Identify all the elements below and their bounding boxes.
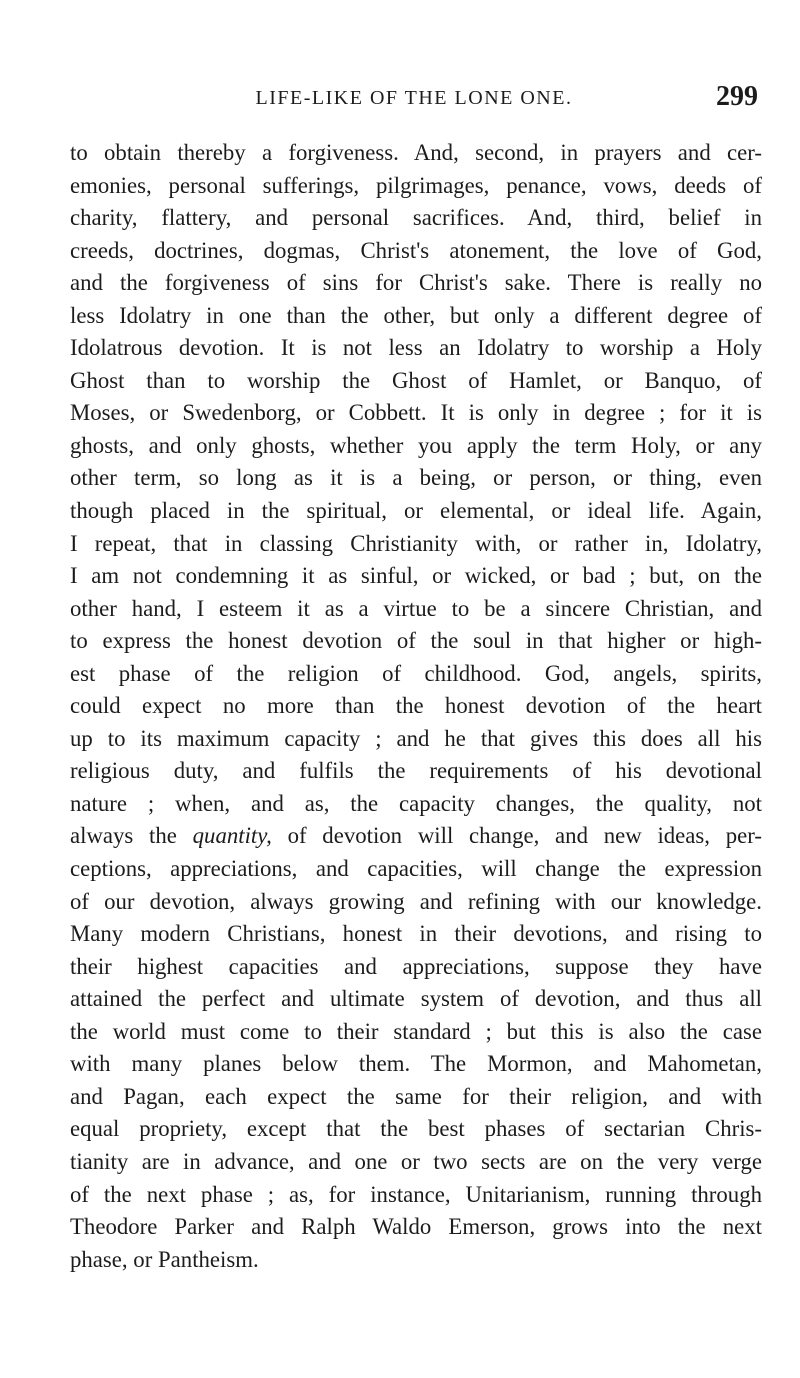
text-line — [70, 788, 762, 821]
text-segment: and Pagan, each expect the same for their religion, and with — [70, 1083, 762, 1109]
text-segment: other hand, I esteem it as a virtue to be a sincere Christian, and — [70, 595, 762, 621]
text-line — [70, 1048, 762, 1081]
text-segment: Ghost than to worship the Ghost of Hamlet, or Banquo, of — [70, 367, 762, 393]
text-segment: though placed in the spiritual, or elemental, or ideal life. Again, — [70, 498, 762, 524]
text-segment: religious duty, and fulfils the requirements of his devotional — [70, 758, 762, 784]
text-segment: equal propriety, except that the best phases of sectarian Chris- — [70, 1116, 762, 1142]
text-segment: could expect no more than the honest devotion of the heart — [70, 693, 762, 719]
text-segment: tianity are in advance, and one or two sects are on the very verge — [70, 1148, 762, 1174]
text-segment: charity, flattery, and personal sacrifices. And, third, belief in — [70, 205, 762, 231]
text-segment: the world must come to their standard ; but this is also the case — [70, 1018, 762, 1044]
text-line — [70, 625, 762, 658]
text-line — [70, 690, 762, 723]
text-line — [70, 1113, 762, 1146]
text-line — [70, 365, 762, 398]
text-line — [70, 528, 762, 561]
text-line — [70, 495, 762, 528]
text-segment: ceptions, appreciations, and capacities, will change the expression — [70, 856, 762, 882]
text-line — [70, 658, 762, 691]
text-line — [70, 1211, 762, 1244]
text-segment: est phase of the religion of childhood. God, angels, spirits, — [70, 660, 762, 686]
text-line — [70, 1016, 762, 1049]
text-line — [70, 1244, 762, 1277]
text-line — [70, 820, 762, 853]
text-line — [70, 918, 762, 951]
text-segment: Many modern Christians, honest in their devotions, and rising to — [70, 921, 762, 947]
text-segment: I repeat, that in classing Christianity with, or rather in, Idolatry, — [70, 530, 762, 556]
text-segment: other term, so long as it is a being, or person, or thing, even — [70, 465, 762, 491]
text-segment: ghosts, and only ghosts, whether you apply the term Holy, or any — [70, 432, 762, 458]
text-segment: Idolatrous devotion. It is not less an Idolatry to worship a Holy — [70, 335, 762, 361]
text-line — [70, 235, 762, 268]
text-line — [70, 593, 762, 626]
text-segment: and the forgiveness of sins for Christ's sake. There is really no — [70, 270, 762, 296]
text-line — [70, 723, 762, 756]
text-line — [70, 886, 762, 919]
text-segment: of devotion will change, and new ideas, per- — [271, 823, 762, 849]
text-line — [70, 1081, 762, 1114]
text-line — [70, 397, 762, 430]
text-line — [70, 332, 762, 365]
text-line — [70, 430, 762, 463]
text-line — [70, 202, 762, 235]
text-line — [70, 853, 762, 886]
text-segment: to obtain thereby a forgiveness. And, second, in prayers and cer- — [70, 140, 762, 165]
italic-text: quantity, — [192, 823, 272, 849]
text-segment: always the — [70, 823, 193, 849]
text-line — [70, 300, 762, 333]
text-segment: up to its maximum capacity ; and he that gives this does all his — [70, 725, 762, 751]
text-segment: creeds, doctrines, dogmas, Christ's atonement, the love of God, — [70, 237, 762, 263]
text-segment: nature ; when, and as, the capacity changes, the quality, not — [70, 790, 762, 816]
text-line — [70, 951, 762, 984]
text-segment: of the next phase ; as, for instance, Unitarianism, running through — [70, 1181, 762, 1207]
text-segment: to express the honest devotion of the soul in that higher or high- — [70, 628, 762, 654]
text-line — [70, 137, 762, 170]
page-number: 299 — [716, 81, 758, 112]
body-text — [70, 137, 762, 1276]
text-line — [70, 755, 762, 788]
text-segment: Theodore Parker and Ralph Waldo Emerson, grows into the next — [70, 1214, 762, 1240]
text-segment: their highest capacities and appreciations, suppose they have — [70, 953, 762, 979]
text-line — [70, 1179, 762, 1212]
text-line — [70, 560, 762, 593]
text-segment: attained the perfect and ultimate system of devotion, and thus all — [70, 986, 762, 1012]
text-segment: I am not condemning it as sinful, or wicked, or bad ; but, on the — [70, 563, 762, 589]
text-segment: with many planes below them. The Mormon, and Mahometan, — [70, 1051, 762, 1077]
text-segment: Moses, or Swedenborg, or Cobbett. It is only in degree ; for it is — [70, 400, 762, 426]
text-line — [70, 267, 762, 300]
text-segment: emonies, personal sufferings, pilgrimages, penance, vows, deeds of — [70, 172, 762, 198]
running-title: LIFE-LIKE OF THE LONE ONE. — [255, 87, 573, 109]
text-line — [70, 983, 762, 1016]
text-line — [70, 1146, 762, 1179]
text-segment: of our devotion, always growing and refining with our knowledge. — [70, 888, 762, 914]
text-line — [70, 170, 762, 203]
text-line — [70, 462, 762, 495]
text-segment: less Idolatry in one than the other, but only a different degree of — [70, 302, 762, 328]
running-head — [70, 83, 758, 113]
text-segment: phase, or Pantheism. — [70, 1246, 259, 1272]
